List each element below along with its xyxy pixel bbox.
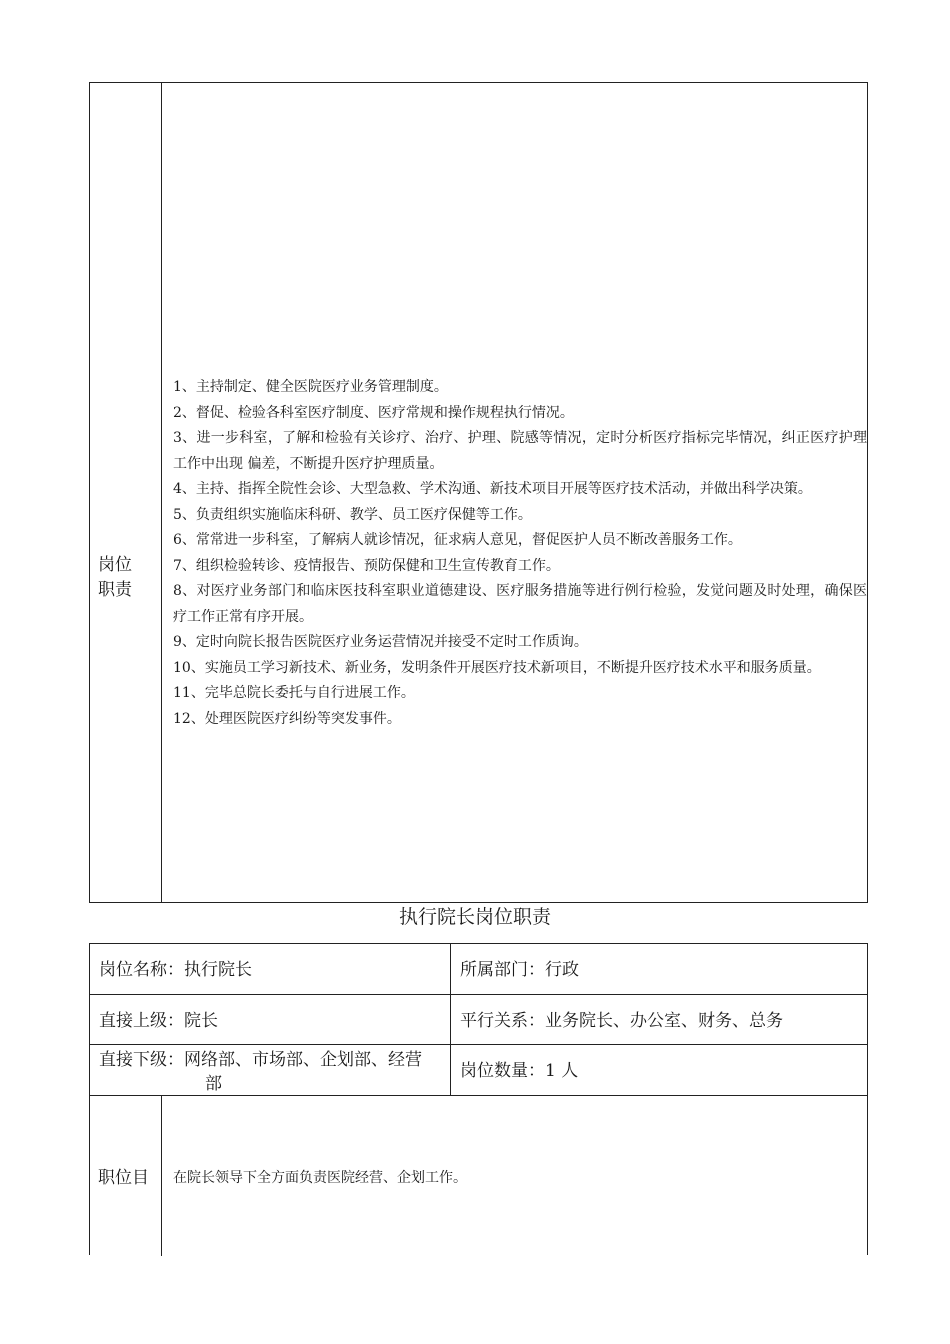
purpose-row (90, 1096, 867, 1256)
duties-label-column (90, 83, 162, 902)
table-row (90, 995, 867, 1045)
purpose-text: 在院长领导下全方面负责医院经营、企划工作。 (173, 1170, 467, 1186)
duty-item: 2、督促、检验各科室医疗制度、医疗常规和操作规程执行情况。 (173, 404, 574, 421)
duty-item: 9、定时向院长报告医院医疗业务运营情况并接受不定时工作质询。 (173, 634, 588, 650)
table-cell (90, 1045, 451, 1095)
duty-item: 10、实施员工学习新技术、新业务，发明条件开展医疗技术新项目，不断提升医疗技术水平和服务质量。 (173, 659, 821, 676)
duty-item: 1、主持制定、健全医院医疗业务管理制度。 (173, 379, 448, 395)
duties-table (89, 82, 868, 903)
duties-label-line2: 职责 (98, 580, 132, 600)
headcount: 岗位数量：1 人 (460, 1061, 579, 1081)
purpose-label: 职位目 (98, 1168, 149, 1188)
table-row (90, 1045, 867, 1096)
table-cell (451, 995, 867, 1044)
position-info-table (89, 943, 868, 1255)
direct-subordinates (99, 1048, 444, 1096)
table-cell (90, 944, 451, 994)
table-cell (451, 1045, 867, 1095)
direct-subordinates-line1: 直接下级：网络部、市场部、企划部、经营 (99, 1050, 422, 1070)
duty-item: 3、进一步科室，了解和检验有关诊疗、治疗、护理、院感等情况，定时分析医疗指标完毕情况，纠正医疗护理工作中出现 偏差，不断提升医疗护理质量。 (173, 430, 867, 472)
duty-item: 6、常常进一步科室，了解病人就诊情况，征求病人意见，督促医护人员不断改善服务工作。 (173, 532, 742, 548)
direct-subordinates-line2: 部 (205, 1074, 222, 1094)
duty-item: 8、对医疗业务部门和临床医技科室职业道德建设、医疗服务措施等进行例行检验，发觉问题及时处理，确保医疗工作正常有序开展。 (173, 583, 867, 625)
direct-superior: 直接上级：院长 (99, 1011, 218, 1031)
duty-item: 11、完毕总院长委托与自行进展工作。 (173, 685, 415, 701)
duties-list (173, 375, 867, 732)
duty-item: 7、组织检验转诊、疫情报告、预防保健和卫生宣传教育工作。 (173, 557, 560, 574)
section-title: 执行院长岗位职责 (398, 906, 551, 928)
table-row (90, 944, 867, 995)
duty-item: 12、处理医院医疗纠纷等突发事件。 (173, 710, 401, 727)
table-cell (451, 944, 867, 994)
duty-item: 4、主持、指挥全院性会诊、大型急救、学术沟通、新技术项目开展等医疗技术活动，并做出科学决策。 (173, 481, 812, 497)
table-cell (90, 995, 451, 1044)
purpose-label-column (90, 1096, 162, 1256)
duty-item: 5、负责组织实施临床科研、教学、员工医疗保健等工作。 (173, 506, 532, 523)
duties-label (98, 553, 132, 603)
department: 所属部门：行政 (460, 960, 579, 980)
duties-label-line1: 岗位 (98, 555, 132, 575)
position-name: 岗位名称：执行院长 (99, 960, 252, 980)
parallel-relations: 平行关系：业务院长、办公室、财务、总务 (460, 1011, 783, 1031)
